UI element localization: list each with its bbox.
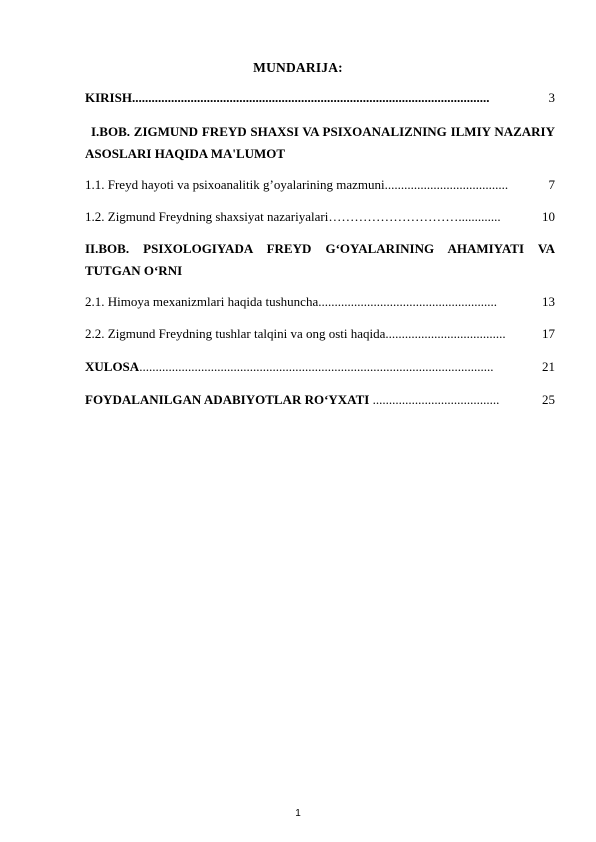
- toc-entry-label: 2.1. Himoya mexanizmlari haqida tushuncha: [85, 294, 319, 309]
- toc-entry-label: XULOSA: [85, 359, 140, 374]
- toc-page-number: 10: [542, 209, 555, 224]
- toc-entry-1-1[interactable]: [85, 176, 555, 194]
- toc-leader: .......................................................: [318, 294, 497, 309]
- toc-entry-label: 1.1. Freyd hayoti va psixoanalitik g’oyalarining mazmuni: [85, 177, 385, 192]
- toc-page-number: 13: [542, 294, 555, 309]
- toc-entry-label: 2.2. Zigmund Freydning tushlar talqini va ong osti haqida: [85, 326, 386, 341]
- toc-chapter-1[interactable]: [85, 121, 555, 165]
- toc-leader: .......................................: [372, 392, 500, 407]
- toc-entry-1-2[interactable]: [85, 208, 555, 226]
- toc-leader: .............................................................................................................: [135, 90, 490, 105]
- toc-entry-kirish[interactable]: [85, 89, 555, 107]
- toc-leader: ………………………….............: [328, 209, 501, 224]
- toc-page-number: 17: [542, 326, 555, 341]
- toc-page-number: 25: [542, 392, 555, 407]
- toc-entry-label: 1.2. Zigmund Freydning shaxsiyat nazariyalari: [85, 209, 329, 224]
- toc-page-number: 3: [548, 90, 555, 105]
- toc-leader: .....................................: [385, 326, 506, 341]
- toc-chapter-2[interactable]: [85, 238, 555, 282]
- toc-leader: .............................................................................................................: [139, 359, 494, 374]
- toc-leader: ......................................: [384, 177, 509, 192]
- toc-page-number: 7: [548, 177, 555, 192]
- toc-entry-2-2[interactable]: [85, 325, 555, 343]
- toc-entry-adabiyotlar[interactable]: [85, 391, 555, 409]
- toc-entry-label: KIRISH.: [85, 90, 136, 105]
- toc-entry-2-1[interactable]: [85, 293, 555, 311]
- toc-chapter-label: I.BOB. ZIGMUND FREYD SHAXSI VA PSIXOANALIZNING ILMIY NAZARIY ASOSLARI HAQIDA MA'LUMOT: [85, 124, 555, 161]
- page-title: MUNDARIJA:: [253, 60, 343, 75]
- toc-page-number: 21: [542, 359, 555, 374]
- toc-chapter-label: II.BOB. PSIXOLOGIYADA FREYD G‘OYALARINING AHAMIYATI VA TUTGAN O‘RNI: [85, 241, 555, 278]
- toc-entry-label: FOYDALANILGAN ADABIYOTLAR RO‘YXATI: [85, 392, 373, 407]
- page-number: 1: [295, 808, 301, 819]
- toc-entry-xulosa[interactable]: [85, 358, 555, 376]
